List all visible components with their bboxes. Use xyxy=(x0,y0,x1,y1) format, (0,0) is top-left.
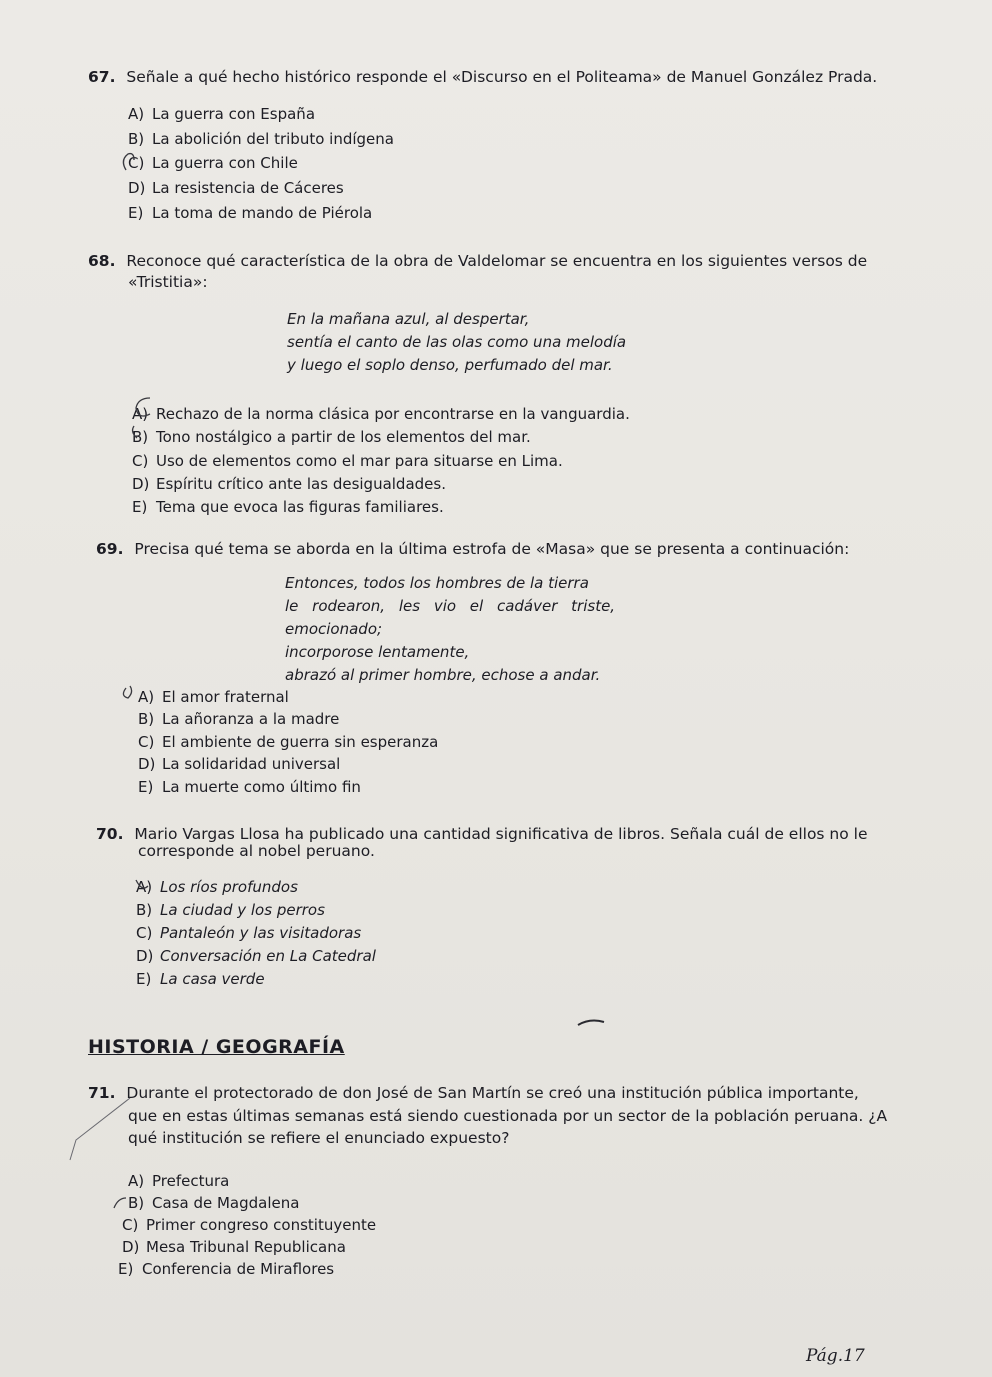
question-number: 67. xyxy=(88,68,116,86)
question-number: 71. xyxy=(88,1084,116,1102)
option-letter: C) xyxy=(138,733,155,751)
option-text: La añoranza a la madre xyxy=(162,710,340,728)
option-letter: E) xyxy=(118,1260,134,1278)
option-letter: B) xyxy=(128,1194,145,1212)
poem-verse: emocionado; xyxy=(285,620,383,638)
option-letter: A) xyxy=(138,688,155,706)
option-letter: A) xyxy=(136,878,153,896)
option-letter: A) xyxy=(128,105,145,123)
stray-mark xyxy=(578,1021,604,1025)
poem-verse: sentía el canto de las olas como una melodía xyxy=(287,333,627,351)
question-71-line3: qué institución se refiere el enunciado expuesto? xyxy=(128,1129,510,1147)
option-text: La solidaridad universal xyxy=(162,755,341,773)
answer-mark-68 xyxy=(136,398,150,416)
option-text: Prefectura xyxy=(152,1172,230,1190)
poem-verse: abrazó al primer hombre, echose a andar. xyxy=(285,666,601,684)
option-text: Conversación en La Catedral xyxy=(160,947,376,965)
question-text: Señale a qué hecho histórico responde el «Discurso en el Politeama» de Manuel González Prada. xyxy=(126,68,878,86)
poem-verse: incorporose lentamente, xyxy=(285,643,470,661)
section-title: HISTORIA / GEOGRAFÍA xyxy=(88,1036,345,1058)
option-letter: C) xyxy=(128,154,145,172)
answer-mark-68b xyxy=(133,426,137,438)
option-text: Los ríos profundos xyxy=(160,878,298,896)
question-68-line2: «Tristitia»: xyxy=(128,273,208,291)
question-number: 70. xyxy=(96,825,124,843)
option-letter: B) xyxy=(136,901,153,919)
option-letter: A) xyxy=(132,405,149,423)
option-text: La toma de mando de Piérola xyxy=(152,204,373,222)
question-number: 68. xyxy=(88,252,116,270)
option-text: Mesa Tribunal Republicana xyxy=(146,1238,346,1256)
answer-mark-71 xyxy=(114,1198,126,1208)
option-text: Conferencia de Miraflores xyxy=(142,1260,335,1278)
poem-verse: En la mañana azul, al despertar, xyxy=(287,310,530,328)
option-letter: E) xyxy=(138,778,154,796)
poem-verse: y luego el soplo denso, perfumado del mar. xyxy=(287,356,613,374)
option-letter: E) xyxy=(136,970,152,988)
option-letter: C) xyxy=(122,1216,139,1234)
option-letter: A) xyxy=(128,1172,145,1190)
option-text: Espíritu crítico ante las desigualdades. xyxy=(156,475,446,493)
option-letter: E) xyxy=(132,498,148,516)
option-text: La guerra con Chile xyxy=(152,154,298,172)
page-number: Pág.17 xyxy=(806,1346,865,1366)
question-text: Precisa qué tema se aborda en la última estrofa de «Masa» que se presenta a continuación: xyxy=(134,540,850,558)
answer-mark-69 xyxy=(123,686,131,698)
question-71-line2: que en estas últimas semanas está siendo cuestionada por un sector de la población peruana. ¿A xyxy=(128,1107,888,1125)
option-text: La abolición del tributo indígena xyxy=(152,130,394,148)
option-letter: C) xyxy=(132,452,149,470)
poem-verse: le rodearon, les vio el cadáver triste, xyxy=(285,597,616,615)
answer-mark-67 xyxy=(123,154,134,170)
question-number: 69. xyxy=(96,540,124,558)
option-text: La casa verde xyxy=(160,970,265,988)
option-letter: C) xyxy=(136,924,153,942)
option-letter: E) xyxy=(128,204,144,222)
option-letter: D) xyxy=(132,475,150,493)
option-letter: B) xyxy=(138,710,155,728)
question-text-line1: Reconoce qué característica de la obra de Valdelomar se encuentra en los siguientes versos de xyxy=(126,252,868,270)
poem-verse: Entonces, todos los hombres de la tierra xyxy=(285,574,589,592)
option-letter: D) xyxy=(138,755,156,773)
option-text: La muerte como último fin xyxy=(162,778,361,796)
option-text: Uso de elementos como el mar para situarse en Lima. xyxy=(156,452,563,470)
option-text: Primer congreso constituyente xyxy=(146,1216,377,1234)
check-mark xyxy=(70,1098,130,1160)
option-text: Tema que evoca las figuras familiares. xyxy=(156,498,444,516)
answer-mark-70 xyxy=(136,880,148,888)
option-text: Pantaleón y las visitadoras xyxy=(160,924,362,942)
option-text: La ciudad y los perros xyxy=(160,901,325,919)
option-letter: D) xyxy=(136,947,154,965)
option-text: El ambiente de guerra sin esperanza xyxy=(162,733,439,751)
question-text-line1: Durante el protectorado de don José de San Martín se creó una institución pública importante, xyxy=(126,1084,859,1102)
option-text: Tono nostálgico a partir de los elementos del mar. xyxy=(156,428,531,446)
option-text: Rechazo de la norma clásica por encontrarse en la vanguardia. xyxy=(156,405,630,423)
question-text-line1: Mario Vargas Llosa ha publicado una cantidad significativa de libros. Señala cuál de ellos no le xyxy=(134,825,868,843)
option-text: La resistencia de Cáceres xyxy=(152,179,344,197)
option-letter: B) xyxy=(132,428,149,446)
option-letter: D) xyxy=(122,1238,140,1256)
option-letter: D) xyxy=(128,179,146,197)
option-text: Casa de Magdalena xyxy=(152,1194,300,1212)
option-text: El amor fraternal xyxy=(162,688,289,706)
option-letter: B) xyxy=(128,130,145,148)
question-70-line2: corresponde al nobel peruano. xyxy=(138,842,375,860)
option-text: La guerra con España xyxy=(152,105,316,123)
